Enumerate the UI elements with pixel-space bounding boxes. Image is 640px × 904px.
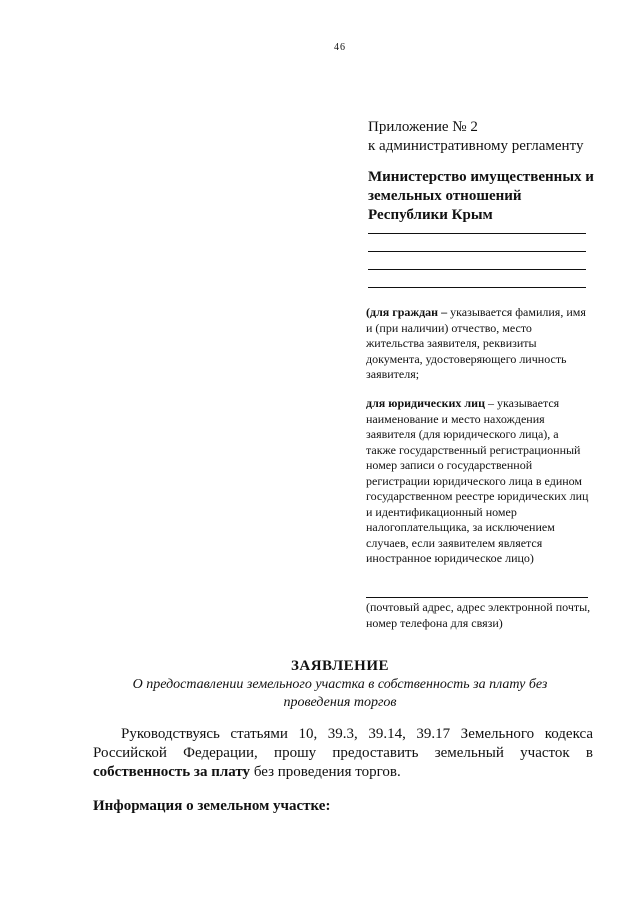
request-paragraph (93, 725, 593, 782)
land-plot-info-heading: Информация о земельном участке: (93, 798, 331, 814)
statement-subtitle: О предоставлении земельного участка в собственность за плату без проведения торгов (132, 677, 548, 710)
recipient-line-2: земельных отношений (368, 188, 522, 204)
legal-note-text: – указывается наименование и место нахождения заявителя (для юридического лица), а также государственный регистрационный номер записи о государственной регистрации юридического лица в едином государственном реестре юридических лиц и идентификационный номер налогоплательщика, за исключением случаев, если заявителем является иностранное юридическое лицо) (366, 396, 589, 565)
applicant-blank-lines (368, 232, 586, 288)
citizens-note (366, 305, 591, 383)
recipient-line-3: Республики Крым (368, 207, 493, 223)
appendix-reference: к административному регламенту (368, 138, 584, 154)
statement-heading (100, 656, 580, 712)
appendix-number: Приложение № 2 (368, 119, 478, 135)
statement-title: ЗАЯВЛЕНИЕ (290, 658, 390, 674)
request-text-bold: собственность за плату (93, 764, 251, 780)
contact-note: (почтовый адрес, адрес электронной почты, номер телефона для связи) (366, 600, 591, 630)
page-number: 46 (334, 42, 346, 53)
appendix-header (368, 118, 598, 156)
blank-line (368, 234, 586, 252)
request-text-part-2: без проведения торгов. (250, 764, 401, 780)
citizens-note-text: указывается фамилия, имя и (при наличии) отчество, место жительства заявителя, реквизиты документа, удостоверяющего личность заявителя; (366, 305, 586, 381)
recipient-line-1: Министерство имущественных и (368, 169, 594, 185)
legal-entities-note (366, 396, 591, 567)
blank-line (368, 270, 586, 288)
citizens-note-label: (для граждан – (366, 305, 448, 319)
recipient-block (368, 168, 598, 225)
legal-note-label: для юридических лиц (366, 396, 485, 410)
request-text-part-1: Руководствуясь статьями 10, 39.3, 39.14, 39.17 Земельного кодекса Российской Федерации, прошу предоставить земельный участок в (93, 726, 593, 761)
contact-blank-line (366, 597, 588, 598)
blank-line (368, 252, 586, 270)
